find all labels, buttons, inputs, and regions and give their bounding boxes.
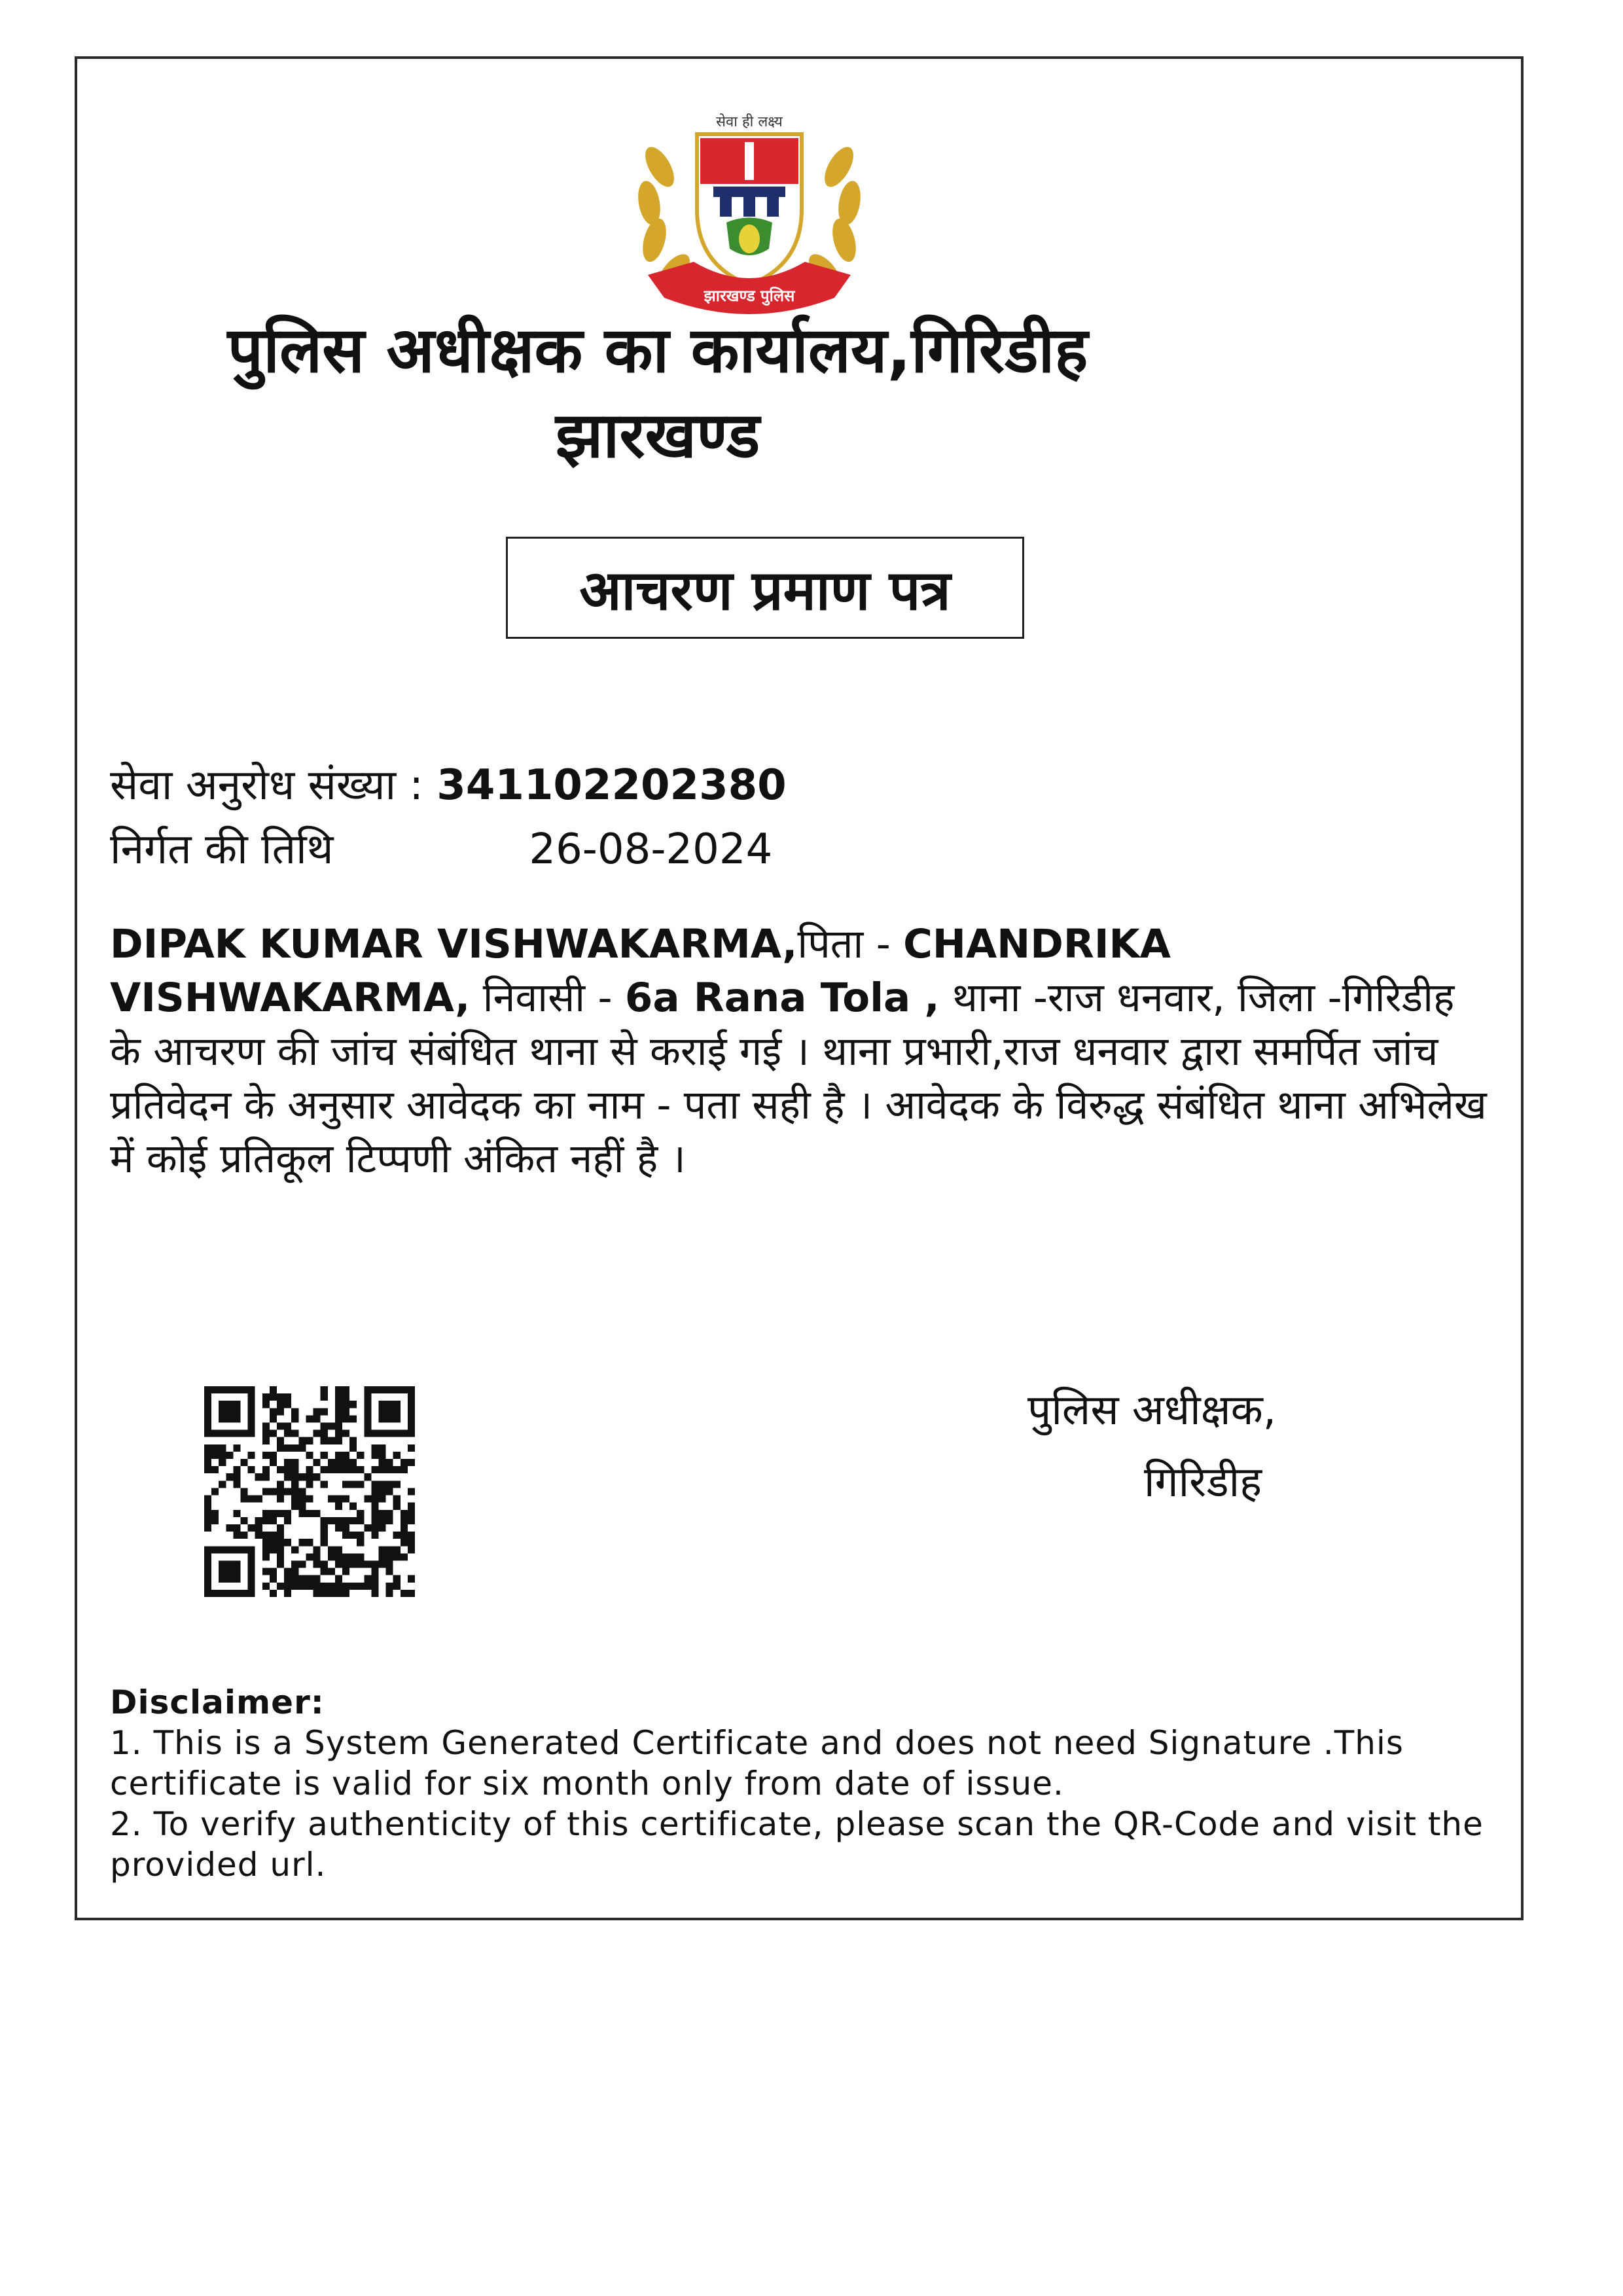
disclaimer-line-1: 1. This is a System Generated Certificate and does not need Signature .This certificate is valid for six month only from date of issue. <box>110 1724 1404 1803</box>
body-rest: थाना -राज धनवार, जिला -गिरिडीह के आचरण की जांच संबंधित थाना से कराई गई । थाना प्रभारी,राज धनवार द्वारा समर्पित जांच प्रतिवेदन के अनुसार आवेदक का नाम - पता सही है । आवेदक के विरुद्ध संबंधित थाना अभिलेख में कोई प्रतिकूल टिप्पणी अंकित नहीं है । <box>110 975 1487 1182</box>
service-request-label: सेवा अनुरोध संख्या : <box>110 761 423 810</box>
certificate-title: आचरण प्रमाण पत्र <box>506 537 1024 639</box>
disclaimer-heading: Disclaimer: <box>110 1683 325 1721</box>
emblem-motto: सेवा ही लक्ष्य <box>716 114 783 130</box>
service-request-row <box>110 761 787 811</box>
service-request-number: 341102202380 <box>437 761 787 810</box>
resident-label: निवासी - <box>470 975 625 1021</box>
emblem-ribbon-text: झारखण्ड पुलिस <box>704 287 795 305</box>
verification-qr-code[interactable] <box>204 1386 415 1597</box>
disclaimer <box>110 1682 1497 1885</box>
issue-date-label: निर्गत की तिथि <box>110 825 334 874</box>
signatory-designation: पुलिस अधीक्षक, <box>1027 1386 1277 1435</box>
applicant-name: DIPAK KUMAR VISHWAKARMA, <box>110 921 798 967</box>
certificate-body <box>110 918 1497 1186</box>
disclaimer-line-2: 2. To verify authenticity of this certificate, please scan the QR-Code and visit the provided url. <box>110 1805 1484 1884</box>
applicant-address: 6a Rana Tola , <box>624 975 940 1021</box>
father-name: CHANDRIKA VISHWAKARMA, <box>110 921 1171 1021</box>
office-title: पुलिस अधीक्षक का कार्यालय,गिरिडीह <box>227 314 1088 387</box>
jharkhand-police-emblem <box>609 88 890 337</box>
issue-date-row <box>110 825 772 875</box>
state-title: झारखण्ड <box>555 399 760 472</box>
father-label: पिता - <box>797 921 904 967</box>
signatory-place: गिरिडीह <box>1144 1458 1262 1507</box>
issue-date: 26-08-2024 <box>529 825 773 874</box>
